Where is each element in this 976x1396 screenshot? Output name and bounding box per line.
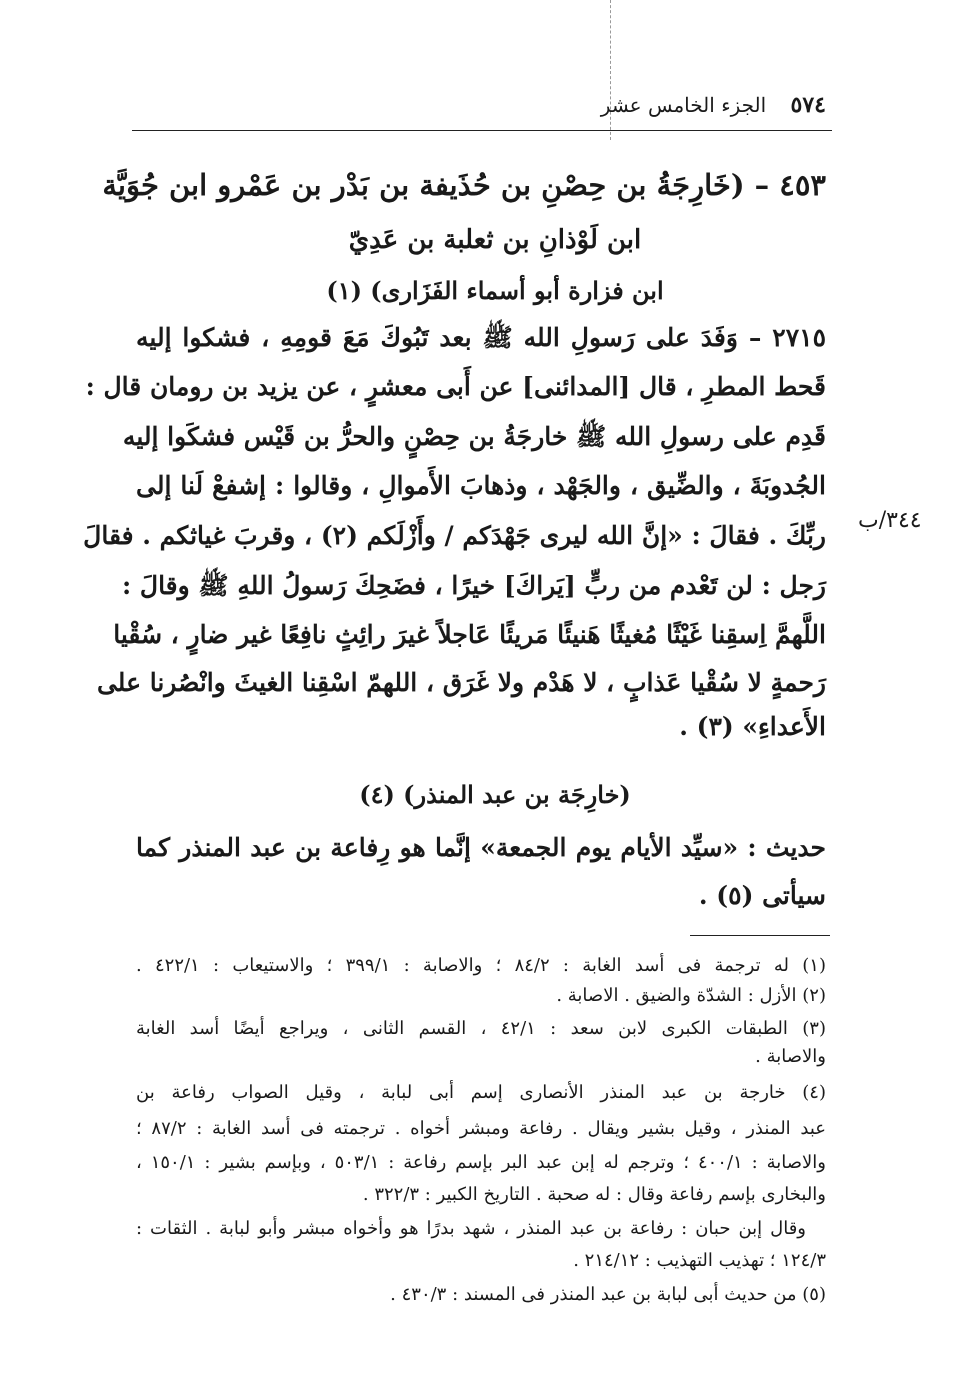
body-line: رَجل : لن تَعْدم من ربٍّ [يَراكَ] خيرًا ، فضَحِكَ رَسولُ اللهِ ﷺ وقالَ :: [121, 571, 826, 600]
section-body-line: سيأتى (٥) .: [698, 881, 826, 910]
margin-folio-note: ٣٤٤/ب: [858, 508, 922, 533]
body-line: قَدِم على رسولِ الله ﷺ خارجَةُ بن حِصْنٍ والحرُّ بن قَيْس فشكَوا إليه: [122, 422, 826, 451]
footnote-line: ١٢٤/٣ ؛ تهذيب التهذيب : ٢١٤/١٢ .: [573, 1250, 826, 1271]
footnote-line: والبخارى بإسم رفاعة وقال : له صحبة . التاريخ الكبير : ٣٢٢/٣ .: [362, 1184, 826, 1205]
page-number: ٥٧٤: [790, 92, 826, 118]
entry-title-line-1: ٤٥٣ – (خَارِجَةُ بن حِصْنِ بن حُذَيفة بن بَدْر بن عَمْرو ابن جُوَيَّة: [102, 168, 826, 202]
footnote-line: (٤) خارجة بن عبد المنذر الأنصارى إسم أبى لبابة ، وقيل الصواب رفاعة بن: [136, 1082, 826, 1103]
body-line: رَحمةٍ لا سُقْيا عَذابٍ ، لا هَدْم ولا غَرَق ، اللهمّ اسْقِنا الغيثَ وانْصُرنا على: [96, 668, 826, 697]
part-title: الجزء الخامس عشر: [600, 93, 767, 117]
header-rule: [132, 130, 832, 131]
body-line: قَحط المطرِ ، قال [المدائنى] عن أَبى معشرٍ ، عن يزيد بن رومان قال :: [85, 372, 826, 401]
footnote-rule: [690, 935, 830, 936]
footnote-line: عبد المنذر ، وقيل بشير ويقال . رفاعة ومبشر أخواه . ترجمته فى أسد الغابة : ٨٧/٢ ؛: [136, 1118, 826, 1139]
body-line: ربِّكَ . فقالَ : «إنَّ الله ليرى جَهْدَكم / وأَزْلَكم (٢) ، وقربَ غياثكم . فقالَ: [83, 521, 826, 550]
footnote-line: والاصابة : ٤٠٠/١ ؛ وترجم له إبن عبد البر بإسم رفاعة : ٥٠٣/١ ، وبإسم بشير : ١٥٠/١ ،: [136, 1152, 826, 1173]
entry-title-line-3: ابن فزارة أبو أسماء الفَزَارى) (١): [326, 276, 664, 305]
footnote-line: (٥) من حديث أبى لبابة بن عبد المنذر فى المسند : ٤٣٠/٣ .: [390, 1284, 826, 1305]
page-header: [126, 92, 826, 118]
footnote-line: (٣) الطبقات الكبرى لابن سعد : ٤٢/١ ، القسم الثانى ، ويراجع أيضًا أسد الغابة: [136, 1018, 826, 1039]
footnote-line: والاصابة .: [755, 1046, 826, 1067]
footnote-line: وقال إبن حبان : رفاعة بن عبد المنذر ، شهد بدرًا هو وأخواه مبشر وأبو لبابة . الثقات :: [136, 1218, 806, 1239]
section-title: (خارِجَة بن عبد المنذر) (٤): [359, 780, 631, 809]
body-line: الجُدوبَةَ ، والضِّيق ، والجَهْد ، وذهابَ الأَموالِ ، وقالوا : إشفعْ لَنا إلى: [136, 471, 826, 500]
body-line: الأَعداءِ» (٣) .: [679, 712, 826, 741]
footnote-line: (١) له ترجمة فى أسد الغابة : ٨٤/٢ ؛ والاصابة : ٣٩٩/١ ؛ والاستيعاب : ٤٢٢/١ .: [136, 955, 826, 976]
body-line: اللَّهمَّ اِسقِنا غَيْثًا مُغيثًا هَنيئًا مَريئًا عَاجلاً غيرَ رائِثٍ نافِعًا غير ضارٍ ، سُقْيا: [113, 620, 826, 649]
gutter-mark: [610, 0, 612, 140]
section-body-line: حديث : «سيِّد الأيام يوم الجمعة» إنَّما هو رِفاعة بن عبد المنذر كما: [136, 833, 826, 862]
body-line: ٢٧١٥ – وَفَدَ على رَسولِ الله ﷺ بعد تَبُوكَ مَعَ قومِهِ ، فشكوا إليه: [136, 323, 826, 352]
footnote-line: (٢) الأزل : الشدّة والضيق . الاصابة .: [556, 985, 826, 1006]
entry-title-line-2: ابن لَوْذانِ بن ثعلبة بن عَدِيّ: [348, 225, 642, 255]
